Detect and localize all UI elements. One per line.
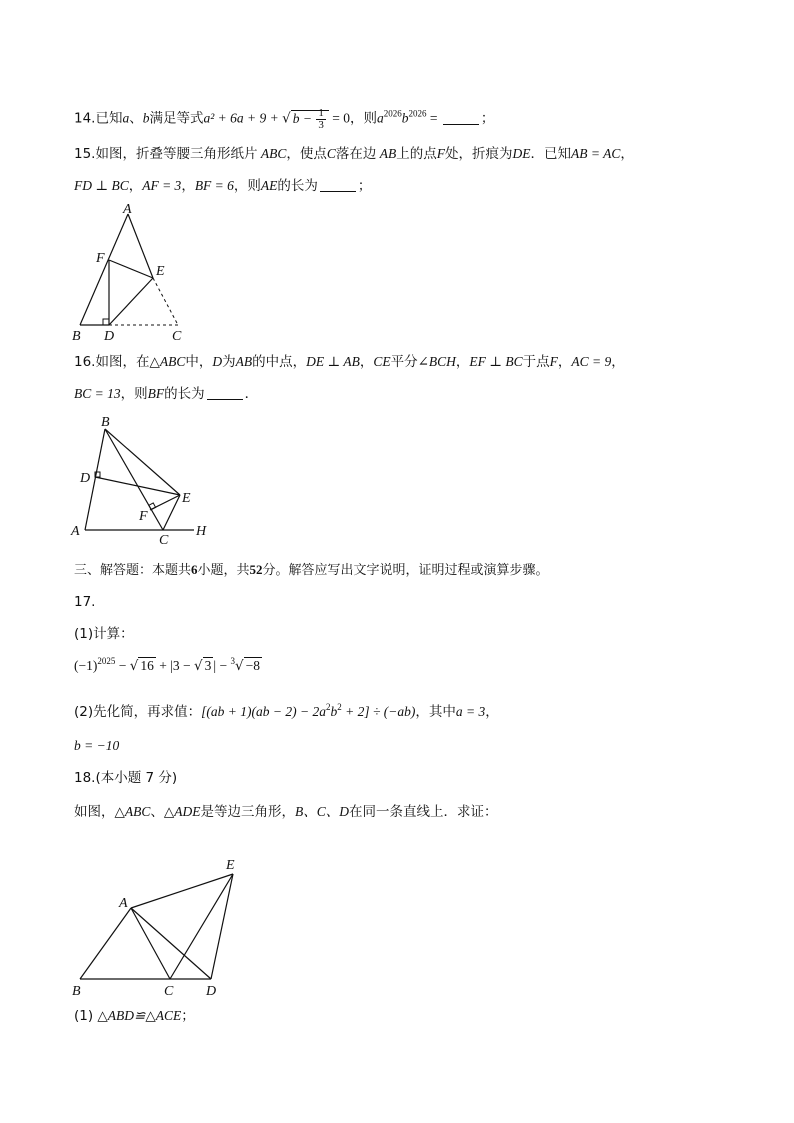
numerator: 1 [318,107,324,119]
text: (1)计算： [74,626,134,642]
math-expr: FD ⊥ BC [74,178,129,193]
label-e: E [226,858,235,873]
math-expr: F [549,354,558,369]
text: ， [128,178,143,194]
label-a: A [119,896,128,911]
math-expr: B、C、D [295,804,350,819]
question-number: 18. [74,770,96,786]
label-e: E [156,264,165,279]
label-f: F [96,251,105,266]
math-expr: ∠BCH [417,354,456,369]
edge-be [105,429,180,495]
sqrt-sign: √ [282,110,291,127]
label-d: D [206,984,217,999]
math-expr: △ABC [114,804,151,819]
edge-bc [105,429,163,530]
math-expr: b [401,110,409,126]
text: 为 [222,354,236,370]
label-c: C [159,533,169,548]
question-15-line-2 [74,176,371,196]
text: 小题，共 [197,563,250,578]
text: ， [359,354,374,370]
math-expr: − [115,658,130,673]
label-h: H [196,524,207,539]
text: ， [611,354,625,370]
right-angle-mark [103,319,109,325]
text: ，则 [349,110,377,127]
question-16-line-1 [74,352,625,372]
sqrt-content: 3 [204,658,212,673]
text: 的中点， [252,354,307,370]
question-17-part-2 [74,702,499,722]
cbrt-content: −8 [245,658,260,673]
text: ； [480,110,495,127]
edge-ec-dashed [153,278,178,325]
math-expr: |3 − [170,658,195,673]
label-b: B [101,415,110,430]
math-expr: a = 3 [455,704,486,719]
label-d: D [80,471,91,486]
text: (1) [74,1008,98,1024]
right-angle-mark-f [149,503,156,510]
math-expr: AF = 3 [142,178,182,193]
math-expr: + 2] ÷ (−ab) [341,704,416,719]
math-expr: DE [512,146,531,161]
text: 的长为 [277,178,318,194]
text: ，则 [120,386,148,402]
math-expr: a² + 6a + 9 + [203,110,283,126]
math-expr: EF ⊥ BC [469,354,523,369]
label-b: B [72,984,81,999]
label-c: C [164,984,174,999]
edge-de [211,874,233,979]
answer-blank[interactable] [320,179,356,192]
math-expr: DE ⊥ AB [306,354,360,369]
text: 中， [185,354,213,370]
edge-ad [131,908,211,979]
text: ，使点 [286,146,327,162]
math-expr: BF [147,386,165,401]
edge-ce [170,874,233,979]
exponent: 2025 [97,656,116,666]
sqrt-sign: √ [194,658,203,674]
edge-ac [131,908,170,979]
text: 6 [191,562,198,577]
question-number: 17. [74,594,96,610]
sqrt-sign: √ [129,658,139,674]
figure-q16 [68,414,218,548]
math-expr: △ADE [163,804,201,819]
text: ， [620,146,634,162]
label-f: F [139,509,148,524]
math-expr: CE [373,354,391,369]
label-c: C [172,329,182,344]
math-expr: + [155,658,171,673]
text: 的长为 [164,386,205,402]
math-expr: = [426,110,441,126]
math-expr: [(ab + 1)(ab − 2) − 2a [201,704,326,719]
text: 是等边三角形， [200,804,296,820]
sqrt-content: 16 [140,658,154,673]
math-expr: − [216,658,231,673]
text: 三、解答题：本题共 [74,563,192,578]
fraction [316,108,326,131]
text: 在同一条直线上．求证： [349,804,498,820]
denominator: 3 [318,119,324,131]
text: 分。解答应写出文字说明，证明过程或演算步骤。 [262,563,549,578]
text: (本小题 7 分) [95,770,178,786]
exponent: 2026 [383,108,402,119]
answer-blank[interactable] [207,387,243,400]
exponent: 2 [325,702,331,712]
label-a: A [71,524,80,539]
math-expr: BF = 6 [194,178,234,193]
edge-de [109,278,153,325]
question-16-line-2 [74,384,258,404]
answer-blank[interactable] [443,112,479,125]
math-expr: ABC [257,146,287,161]
text: 已知 [95,110,123,127]
edge-ab [80,214,128,325]
edge-ab [80,908,131,979]
question-17-b-value [74,736,119,756]
label-e: E [182,491,191,506]
math-expr: b = −10 [74,738,120,753]
text: 平分 [390,354,418,370]
math-expr: AE [260,178,278,193]
question-15-line-1 [74,144,634,164]
exponent: 2 [337,702,342,712]
text: ； [181,1008,195,1024]
math-expr: AB [376,146,397,161]
text: (2)先化简，再求值： [74,704,202,720]
label-a: A [123,202,132,217]
math-expr: AB [235,354,253,369]
math-expr: b − [292,110,316,126]
math-expr: D [212,354,223,369]
text: ， [181,178,195,194]
question-17-part-1 [74,624,134,644]
math-expr: AC = 9 [571,354,612,369]
edge-ae [131,874,233,908]
question-18-header [74,768,177,788]
text: 、 [150,804,164,820]
text: 如图， [74,804,115,820]
math-expr: C [326,146,336,161]
figure-q15 [68,198,208,348]
text: ． [244,386,259,402]
cbrt-sign: √ [234,658,244,674]
math-expr: = 0 [328,110,350,126]
var-a: a [122,110,130,126]
label-d: D [104,329,115,344]
math-expr: AB = AC [571,146,621,161]
root-index: 3 [230,656,235,666]
text: ； [357,178,372,194]
math-expr: BC = 13 [74,386,121,401]
edge-ce [163,495,180,530]
text: 落在边 [335,146,377,162]
text: ，其中 [415,704,456,720]
math-expr: △ABD≌△ACE [97,1008,182,1023]
math-expr: a [376,110,384,126]
text: ．已知 [530,146,571,162]
sqrt-content [291,107,329,131]
exponent: 2026 [408,108,427,119]
text: 满足等式 [149,110,204,127]
text: 52 [249,562,263,577]
question-14 [74,108,494,131]
question-17-expr-1 [74,656,262,676]
text: 、 [129,110,143,127]
question-17-number [74,592,95,612]
text: 于点 [522,354,550,370]
text: ，则 [233,178,261,194]
text: 处，折痕为 [445,146,513,162]
label-b: B [72,329,81,344]
math-expr: | [213,658,217,673]
question-number: 14. [74,110,96,127]
figure-q18 [68,852,258,1002]
math-expr: (−1) [74,658,98,673]
text: 上的点 [396,146,437,162]
section-3-heading [74,560,549,581]
question-18-intro [74,802,498,822]
edge-ae [128,214,153,278]
math-expr: F [436,146,445,161]
var-b: b [142,110,150,126]
text: ， [485,704,499,720]
question-18-part-1 [74,1006,195,1026]
text: 15.如图，折叠等腰三角形纸片 [74,146,258,162]
math-expr: △ABC [149,354,186,369]
edge-de [95,477,180,495]
text: ， [557,354,572,370]
math-expr: b [330,704,338,719]
text: ， [455,354,470,370]
text: 16.如图，在 [74,354,150,370]
